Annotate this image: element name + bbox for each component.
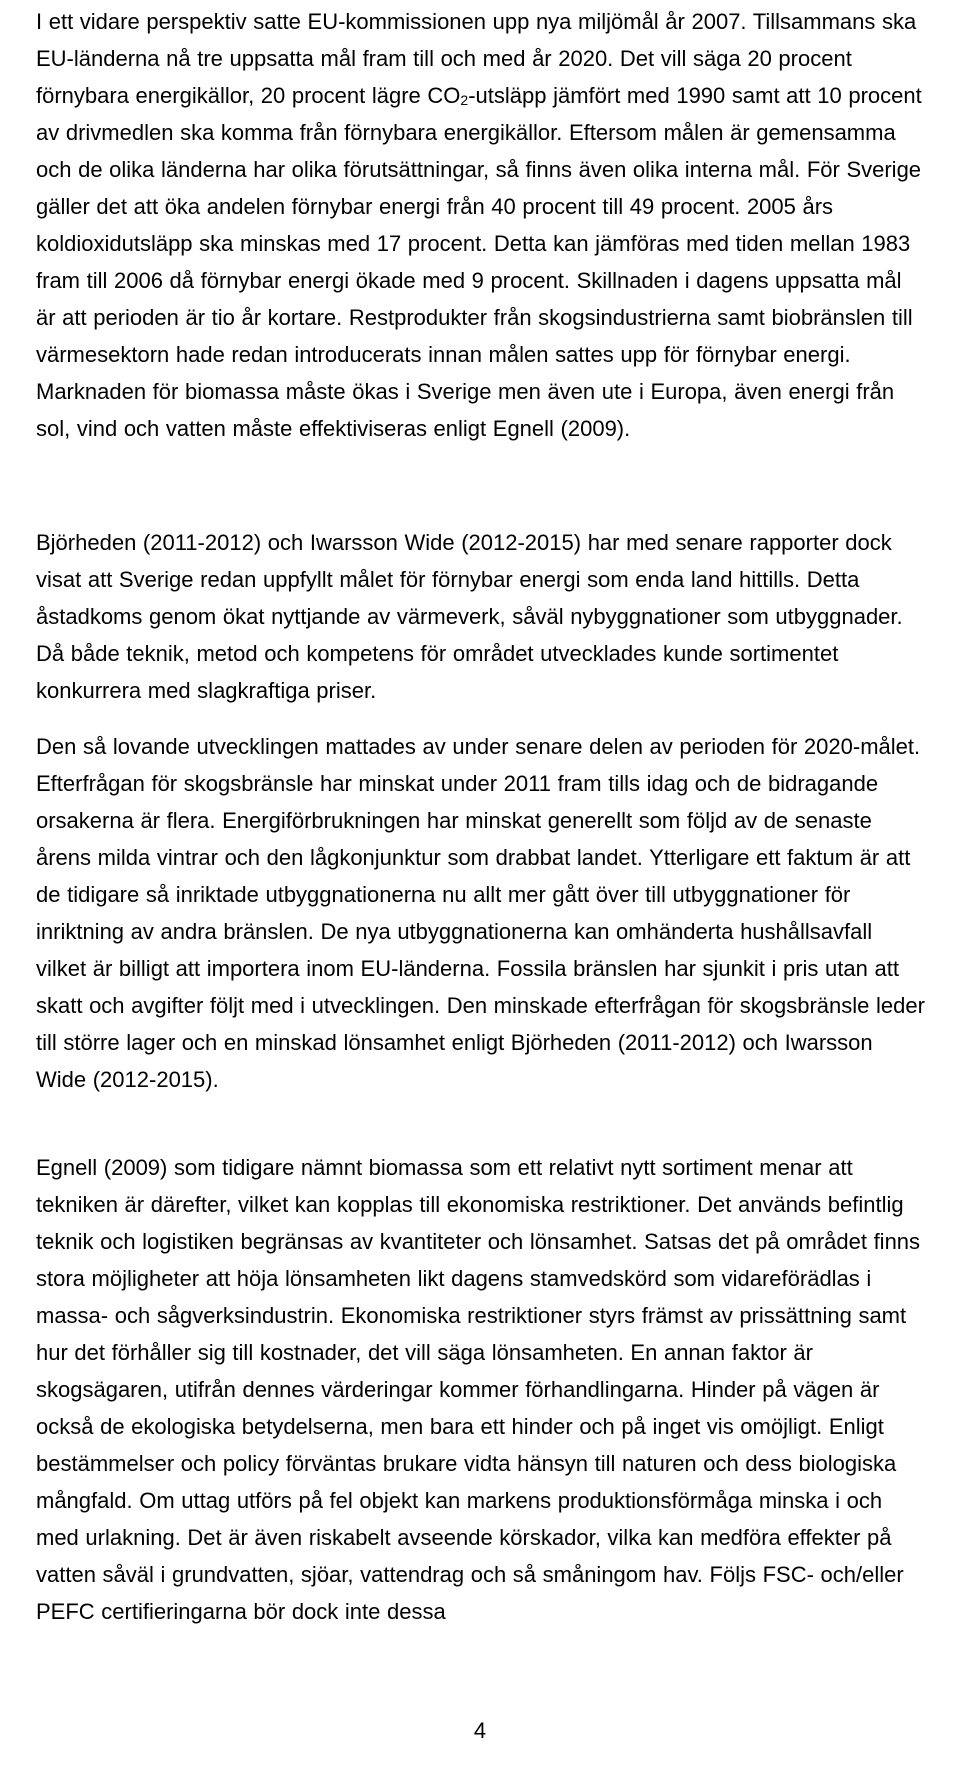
paragraph-sweden-fulfilled: Björheden (2011-2012) och Iwarsson Wide (2012-2015) har med senare rapporter dock visat att Sverige redan uppfyllt målet för förnybar energi som enda land hittills. Detta åstadkoms genom ökat nyttjande av värmeverk, såväl nybyggnationer som utbyggnader. Då både teknik, metod och kompetens för området utvecklades kunde sortimentet konkurrera med slagkraftiga priser. bbox=[36, 530, 903, 703]
co2-subscript: 2 bbox=[460, 92, 469, 108]
paragraph-biomass-restrictions: Egnell (2009) som tidigare nämnt biomassa som ett relativt nytt sortiment menar att tekniken är därefter, vilket kan kopplas till ekonomiska restriktioner. Det används befintlig teknik och logistiken begränsas av kvantiteter och lönsamhet. Satsas det på området finns stora möjligheter att höja lönsamheten likt dagens stamvedskörd som vidareförädlas i massa- och sågverksindustrin. Ekonomiska restriktioner styrs främst av prissättning samt hur det förhåller sig till kostnader, det vill säga lönsamheten. En annan faktor är skogsägaren, utifrån dennes värderingar kommer förhandlingarna. Hinder på vägen är också de ekologiska betydelserna, men bara ett hinder och på inget vis omöjligt. Enligt bestämmelser och policy förväntas brukare vidta hänsyn till naturen och dess biologiska mångfald. Om uttag utförs på fel objekt kan markens produktionsförmåga minska i och med urlakning. Det är även riskabelt avseende körskador, vilka kan medföra effekter på vatten såväl i grundvatten, sjöar, vattendrag och så småningom hav. Följs FSC- och/eller PEFC certifieringarna bör dock inte dessa bbox=[36, 1155, 921, 1624]
page-number: 4 bbox=[473, 1718, 487, 1743]
paragraph-development-slowed: Den så lovande utvecklingen mattades av under senare delen av perioden för 2020-målet. Efterfrågan för skogsbränsle har minskat under 2011 fram tills idag och de bidragande orsakerna är flera. Energiförbrukningen har minskat generellt som följd av de senaste årens milda vintrar och den lågkonjunktur som drabbat landet. Ytterligare ett faktum är att de tidigare så inriktade utbyggnationerna nu allt mer gått över till utbyggnationer för inriktning av andra bränslen. De nya utbyggnationerna kan omhänderta hushållsavfall vilket är billigt att importera inom EU-länderna. Fossila bränslen har sjunkit i pris utan att skatt och avgifter följt med i utvecklingen. Den minskade efterfrågan för skogsbränsle leder till större lager och en minskad lönsamhet enligt Björheden (2011-2012) och Iwarsson Wide (2012-2015). bbox=[36, 734, 925, 1092]
paragraph-eu-goals-text-part2: -utsläpp jämfört med 1990 samt att 10 procent av drivmedlen ska komma från förnybara energikällor. Eftersom målen är gemensamma och de olika länderna har olika förutsättningar, så finns även olika interna mål. För Sverige gäller det att öka andelen förnybar energi från 40 procent till 49 procent. 2005 års koldioxidutsläpp ska minskas med 17 procent. Detta kan jämföras med tiden mellan 1983 fram till 2006 då förnybar energi ökade med 9 procent. Skillnaden i dagens uppsatta mål är att perioden är tio år kortare. Restprodukter från skogsindustrierna samt biobränslen till värmesektorn hade redan introducerats innan målen sattes upp för förnybar energi. Marknaden för biomassa måste ökas i Sverige men även ute i Europa, även energi från sol, vind och vatten måste effektiviseras enligt Egnell (2009). bbox=[36, 83, 922, 441]
paragraph-eu-goals-text-part1: I ett vidare perspektiv satte EU-kommissionen upp nya miljömål år 2007. Tillsammans ska EU-länderna nå tre uppsatta mål fram till och med år 2020. Det vill säga 20 procent förnybara energikällor, 20 procent lägre CO bbox=[36, 9, 917, 108]
paragraph-eu-goals bbox=[36, 3, 926, 447]
